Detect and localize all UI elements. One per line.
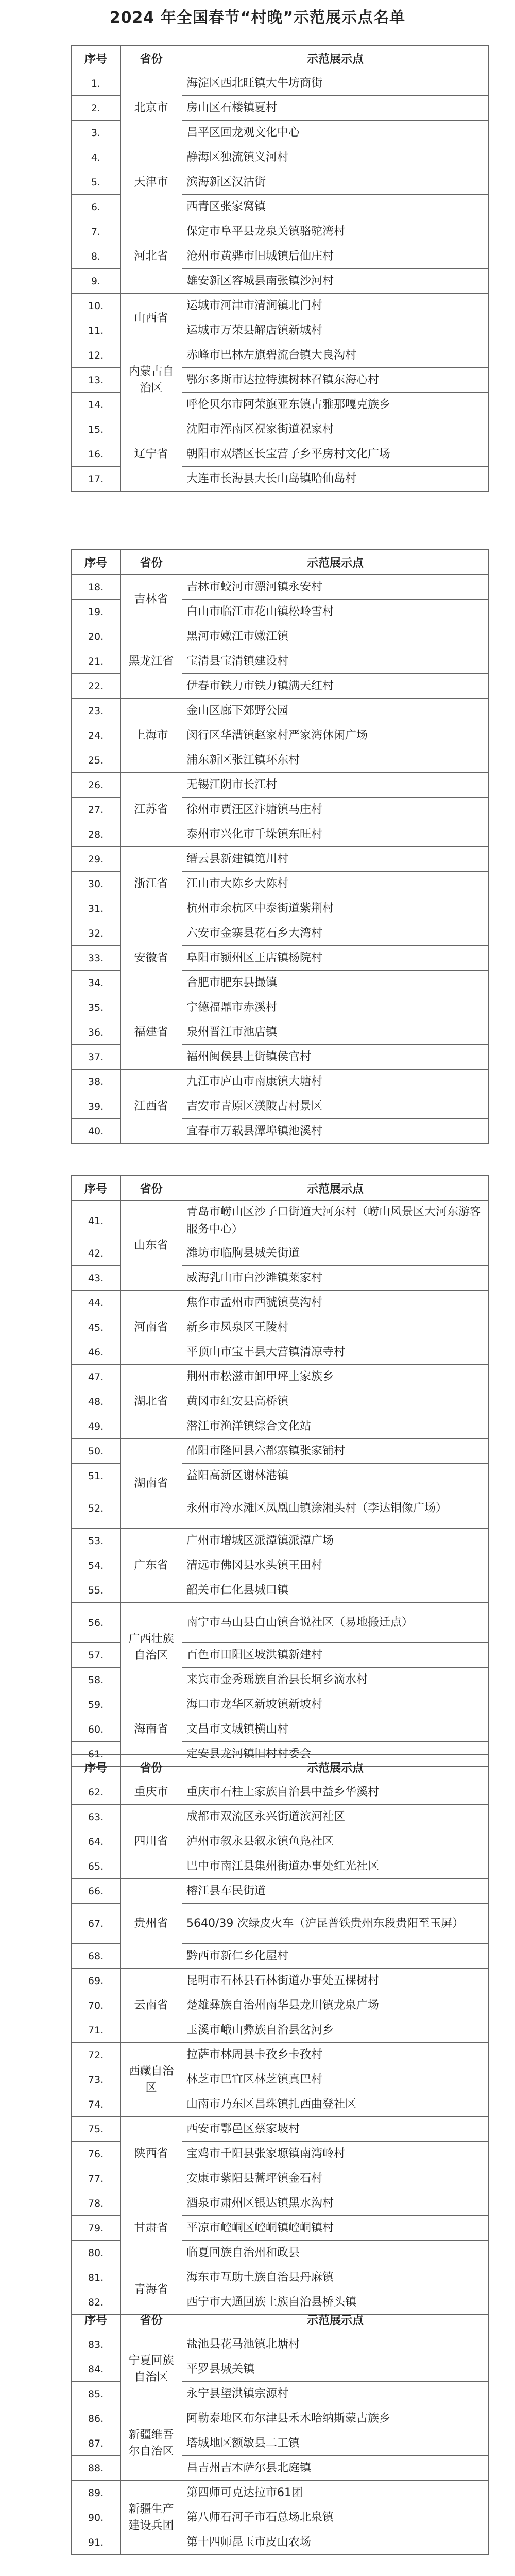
- province-cell: 山西省: [121, 294, 182, 343]
- table-row: [72, 2406, 489, 2431]
- row-number: 66.: [72, 1879, 121, 1904]
- province-cell: 湖南省: [121, 1439, 182, 1529]
- row-number: 4.: [72, 145, 121, 170]
- province-cell: 重庆市: [121, 1780, 182, 1805]
- table-row: [72, 1201, 489, 1241]
- site-cell: 福州闽侯县上街镇侯官村: [182, 1045, 489, 1070]
- table-row: [72, 1805, 489, 1829]
- row-number: 80.: [72, 2241, 121, 2265]
- column-header: 省份: [121, 46, 182, 71]
- row-number: 68.: [72, 1944, 121, 1969]
- site-cell: 重庆市石柱土家族自治县中益乡华溪村: [182, 1780, 489, 1805]
- site-cell: 黑河市嫩江市嫩江镇: [182, 624, 489, 649]
- row-number: 43.: [72, 1266, 121, 1291]
- column-header: 示范展示点: [182, 1755, 489, 1780]
- site-cell: 海东市互助土族自治县丹麻镇: [182, 2265, 489, 2290]
- site-cell: 白山市临江市花山镇松岭雪村: [182, 600, 489, 624]
- table-row: [72, 1603, 489, 1643]
- site-cell: 林芝市巴宜区林芝镇真巴村: [182, 2067, 489, 2092]
- table-row: [72, 847, 489, 872]
- site-cell: 江山市大陈乡大陈村: [182, 872, 489, 896]
- row-number: 38.: [72, 1070, 121, 1094]
- row-number: 27.: [72, 798, 121, 822]
- row-number: 16.: [72, 442, 121, 467]
- site-cell: 六安市金寨县花石乡大湾村: [182, 921, 489, 946]
- province-cell: 青海省: [121, 2265, 182, 2315]
- province-cell: 北京市: [121, 71, 182, 145]
- site-cell: 来宾市金秀瑶族自治县长垌乡滴水村: [182, 1668, 489, 1692]
- row-number: 20.: [72, 624, 121, 649]
- site-cell: 九江市庐山市南康镇大塘村: [182, 1070, 489, 1094]
- row-number: 34.: [72, 971, 121, 995]
- row-number: 21.: [72, 649, 121, 674]
- row-number: 81.: [72, 2265, 121, 2290]
- table-row: [72, 1969, 489, 1993]
- row-number: 22.: [72, 674, 121, 699]
- site-cell: 平顶山市宝丰县大营镇清凉寺村: [182, 1340, 489, 1365]
- province-cell: 河南省: [121, 1291, 182, 1365]
- province-cell: 河北省: [121, 219, 182, 294]
- column-header: 省份: [121, 1176, 182, 1201]
- column-header: 序号: [72, 1755, 121, 1780]
- row-number: 23.: [72, 699, 121, 723]
- table-row: [72, 1780, 489, 1805]
- site-cell: 青岛市崂山区沙子口街道大河东村（崂山风景区大河东游客服务中心）: [182, 1201, 489, 1241]
- row-number: 69.: [72, 1969, 121, 1993]
- table-row: [72, 2481, 489, 2505]
- site-cell: 海口市龙华区新坡镇新坡村: [182, 1692, 489, 1717]
- table-row: [72, 1692, 489, 1717]
- site-cell: 潍坊市临朐县城关街道: [182, 1241, 489, 1266]
- column-header: 序号: [72, 550, 121, 575]
- site-cell: 5640/39 次绿皮火车（沪昆普铁贵州东段贵阳至玉屏）: [182, 1904, 489, 1944]
- province-cell: 江苏省: [121, 773, 182, 847]
- site-cell: 昌吉州吉木萨尔县北庭镇: [182, 2456, 489, 2481]
- site-cell: 益阳高新区谢林港镇: [182, 1464, 489, 1488]
- table-header-row: [72, 550, 489, 575]
- row-number: 64.: [72, 1829, 121, 1854]
- row-number: 15.: [72, 417, 121, 442]
- row-number: 31.: [72, 896, 121, 921]
- site-cell: 沧州市黄骅市旧城镇后仙庄村: [182, 244, 489, 269]
- site-cell: 静海区独流镇义河村: [182, 145, 489, 170]
- site-cell: 金山区廊下郊野公园: [182, 699, 489, 723]
- site-cell: 雄安新区容城县南张镇沙河村: [182, 269, 489, 294]
- row-number: 77.: [72, 2166, 121, 2191]
- table-row: [72, 921, 489, 946]
- province-cell: 新疆生产建设兵团: [121, 2481, 182, 2555]
- row-number: 52.: [72, 1488, 121, 1529]
- site-cell: 西宁市大通回族土族自治县桥头镇: [182, 2290, 489, 2315]
- row-number: 91.: [72, 2530, 121, 2555]
- row-number: 49.: [72, 1414, 121, 1439]
- row-number: 42.: [72, 1241, 121, 1266]
- row-number: 62.: [72, 1780, 121, 1805]
- site-cell: 第十四师昆玉市皮山农场: [182, 2530, 489, 2555]
- column-header: 省份: [121, 2307, 182, 2332]
- site-cell: 西青区张家窝镇: [182, 195, 489, 219]
- row-number: 36.: [72, 1020, 121, 1045]
- site-cell: 盐池县花马池镇北塘村: [182, 2332, 489, 2357]
- column-header: 示范展示点: [182, 1176, 489, 1201]
- row-number: 44.: [72, 1291, 121, 1315]
- table-row: [72, 1365, 489, 1389]
- site-cell: 平凉市崆峒区崆峒镇崆峒镇村: [182, 2216, 489, 2241]
- table-row: [72, 773, 489, 798]
- province-cell: 浙江省: [121, 847, 182, 921]
- row-number: 2.: [72, 96, 121, 121]
- column-header: 省份: [121, 1755, 182, 1780]
- site-cell: 第四师可克达拉市61团: [182, 2481, 489, 2505]
- row-number: 37.: [72, 1045, 121, 1070]
- province-cell: 天津市: [121, 145, 182, 219]
- site-cell: 成都市双流区永兴街道滨河社区: [182, 1805, 489, 1829]
- row-number: 53.: [72, 1529, 121, 1553]
- row-number: 59.: [72, 1692, 121, 1717]
- province-cell: 云南省: [121, 1969, 182, 2043]
- site-cell: 沈阳市浑南区祝家街道祝家村: [182, 417, 489, 442]
- site-cell: 滨海新区汉沽街: [182, 170, 489, 195]
- site-cell: 永州市冷水滩区凤凰山镇涂湘头村（李达铜像广场）: [182, 1488, 489, 1529]
- row-number: 12.: [72, 343, 121, 368]
- row-number: 18.: [72, 575, 121, 600]
- row-number: 75.: [72, 2117, 121, 2142]
- site-cell: 阜阳市颍州区王店镇杨院村: [182, 946, 489, 971]
- row-number: 74.: [72, 2092, 121, 2117]
- province-cell: 四川省: [121, 1805, 182, 1879]
- site-cell: 泉州晋江市池店镇: [182, 1020, 489, 1045]
- site-cell: 宁德福鼎市赤溪村: [182, 995, 489, 1020]
- row-number: 3.: [72, 121, 121, 145]
- row-number: 10.: [72, 294, 121, 318]
- row-number: 45.: [72, 1315, 121, 1340]
- site-cell: 赤峰市巴林左旗碧流台镇大良沟村: [182, 343, 489, 368]
- province-cell: 江西省: [121, 1070, 182, 1144]
- row-number: 67.: [72, 1904, 121, 1944]
- row-number: 76.: [72, 2142, 121, 2166]
- row-number: 50.: [72, 1439, 121, 1464]
- row-number: 71.: [72, 2018, 121, 2043]
- table-row: [72, 2265, 489, 2290]
- row-number: 57.: [72, 1643, 121, 1668]
- row-number: 58.: [72, 1668, 121, 1692]
- table-row: [72, 343, 489, 368]
- site-cell: 无锡江阴市长江村: [182, 773, 489, 798]
- row-number: 84.: [72, 2357, 121, 2382]
- row-number: 87.: [72, 2431, 121, 2456]
- site-cell: 第八师石河子市石总场北泉镇: [182, 2505, 489, 2530]
- table-row: [72, 624, 489, 649]
- site-cell: 浦东新区张江镇环东村: [182, 748, 489, 773]
- site-cell: 泰州市兴化市千垛镇东旺村: [182, 822, 489, 847]
- site-cell: 焦作市孟州市西虢镇莫沟村: [182, 1291, 489, 1315]
- site-cell: 吉林市蛟河市漂河镇永安村: [182, 575, 489, 600]
- table-row: [72, 995, 489, 1020]
- site-cell: 山南市乃东区昌珠镇扎西曲登社区: [182, 2092, 489, 2117]
- table-header-row: [72, 1176, 489, 1201]
- site-cell: 荆州市松滋市卸甲坪土家族乡: [182, 1365, 489, 1389]
- row-number: 90.: [72, 2505, 121, 2530]
- row-number: 82.: [72, 2290, 121, 2315]
- table-header-row: [72, 1755, 489, 1780]
- row-number: 6.: [72, 195, 121, 219]
- site-cell: 缙云县新建镇笕川村: [182, 847, 489, 872]
- site-cell: 合肥市肥东县撮镇: [182, 971, 489, 995]
- column-header: 示范展示点: [182, 46, 489, 71]
- row-number: 83.: [72, 2332, 121, 2357]
- row-number: 7.: [72, 219, 121, 244]
- row-number: 60.: [72, 1717, 121, 1742]
- row-number: 30.: [72, 872, 121, 896]
- site-cell: 黄冈市红安县高桥镇: [182, 1389, 489, 1414]
- row-number: 47.: [72, 1365, 121, 1389]
- site-cell: 酒泉市肃州区银达镇黑水沟村: [182, 2191, 489, 2216]
- site-cell: 拉萨市林周县卡孜乡卡孜村: [182, 2043, 489, 2067]
- site-cell: 大连市长海县大长山岛镇哈仙岛村: [182, 467, 489, 492]
- site-cell: 清远市佛冈县水头镇王田村: [182, 1553, 489, 1578]
- site-cell: 呼伦贝尔市阿荣旗亚东镇古雅那嘎克族乡: [182, 393, 489, 417]
- site-cell: 运城市河津市清涧镇北门村: [182, 294, 489, 318]
- column-header: 序号: [72, 2307, 121, 2332]
- row-number: 26.: [72, 773, 121, 798]
- province-cell: 陕西省: [121, 2117, 182, 2191]
- province-cell: 甘肃省: [121, 2191, 182, 2265]
- site-cell: 昆明市石林县石林街道办事处五棵树村: [182, 1969, 489, 1993]
- row-number: 33.: [72, 946, 121, 971]
- table-header-row: [72, 46, 489, 71]
- site-cell: 泸州市叙永县叙永镇鱼凫社区: [182, 1829, 489, 1854]
- province-cell: 上海市: [121, 699, 182, 773]
- row-number: 13.: [72, 368, 121, 393]
- site-cell: 南宁市马山县白山镇合说社区（易地搬迁点）: [182, 1603, 489, 1643]
- table-row: [72, 575, 489, 600]
- row-number: 73.: [72, 2067, 121, 2092]
- row-number: 85.: [72, 2382, 121, 2406]
- province-cell: 贵州省: [121, 1879, 182, 1969]
- site-cell: 百色市田阳区坡洪镇新建村: [182, 1643, 489, 1668]
- site-cell: 西安市鄠邑区蔡家坡村: [182, 2117, 489, 2142]
- row-number: 29.: [72, 847, 121, 872]
- site-cell: 巴中市南江县集州街道办事处红光社区: [182, 1854, 489, 1879]
- row-number: 24.: [72, 723, 121, 748]
- row-number: 48.: [72, 1389, 121, 1414]
- province-cell: 吉林省: [121, 575, 182, 624]
- list-table: [71, 45, 489, 492]
- list-table: [71, 549, 489, 1144]
- row-number: 35.: [72, 995, 121, 1020]
- province-cell: 新疆维吾尔自治区: [121, 2406, 182, 2481]
- site-cell: 宜春市万载县潭埠镇池溪村: [182, 1119, 489, 1144]
- row-number: 56.: [72, 1603, 121, 1643]
- row-number: 89.: [72, 2481, 121, 2505]
- column-header: 序号: [72, 46, 121, 71]
- row-number: 79.: [72, 2216, 121, 2241]
- province-cell: 安徽省: [121, 921, 182, 995]
- site-cell: 闵行区华漕镇赵家村严家湾休闲广场: [182, 723, 489, 748]
- row-number: 55.: [72, 1578, 121, 1603]
- row-number: 40.: [72, 1119, 121, 1144]
- site-cell: 韶关市仁化县城口镇: [182, 1578, 489, 1603]
- list-table: [71, 1754, 489, 2315]
- row-number: 72.: [72, 2043, 121, 2067]
- site-cell: 永宁县望洪镇宗源村: [182, 2382, 489, 2406]
- row-number: 32.: [72, 921, 121, 946]
- table-row: [72, 219, 489, 244]
- province-cell: 广西壮族自治区: [121, 1603, 182, 1692]
- row-number: 9.: [72, 269, 121, 294]
- table-row: [72, 417, 489, 442]
- province-cell: 宁夏回族自治区: [121, 2332, 182, 2406]
- site-cell: 吉安市青原区渼陂古村景区: [182, 1094, 489, 1119]
- row-number: 19.: [72, 600, 121, 624]
- table-row: [72, 1879, 489, 1904]
- row-number: 25.: [72, 748, 121, 773]
- table-row: [72, 71, 489, 96]
- site-cell: 文昌市文城镇横山村: [182, 1717, 489, 1742]
- table-row: [72, 294, 489, 318]
- table-row: [72, 1070, 489, 1094]
- site-cell: 安康市紫阳县蒿坪镇金石村: [182, 2166, 489, 2191]
- table-row: [72, 2191, 489, 2216]
- site-cell: 定安县龙河镇旧村村委会: [182, 1742, 489, 1767]
- site-cell: 宝鸡市千阳县张家塬镇南湾岭村: [182, 2142, 489, 2166]
- row-number: 1.: [72, 71, 121, 96]
- list-table: [71, 2307, 489, 2555]
- site-cell: 伊春市铁力市铁力镇满天红村: [182, 674, 489, 699]
- province-cell: 黑龙江省: [121, 624, 182, 699]
- site-cell: 黔西市新仁乡化屋村: [182, 1944, 489, 1969]
- table-row: [72, 1439, 489, 1464]
- province-cell: 广东省: [121, 1529, 182, 1603]
- site-cell: 邵阳市隆回县六都寨镇张家铺村: [182, 1439, 489, 1464]
- site-cell: 临夏回族自治州和政县: [182, 2241, 489, 2265]
- site-cell: 潜江市渔洋镇综合文化站: [182, 1414, 489, 1439]
- province-cell: 福建省: [121, 995, 182, 1070]
- row-number: 41.: [72, 1201, 121, 1241]
- column-header: 省份: [121, 550, 182, 575]
- site-cell: 广州市增城区派潭镇派潭广场: [182, 1529, 489, 1553]
- table-row: [72, 1529, 489, 1553]
- row-number: 88.: [72, 2456, 121, 2481]
- site-cell: 威海乳山市白沙滩镇莱家村: [182, 1266, 489, 1291]
- table-row: [72, 2117, 489, 2142]
- row-number: 65.: [72, 1854, 121, 1879]
- row-number: 17.: [72, 467, 121, 492]
- table-header-row: [72, 2307, 489, 2332]
- table-row: [72, 2043, 489, 2067]
- site-cell: 阿勒泰地区布尔津县禾木哈纳斯蒙古族乡: [182, 2406, 489, 2431]
- site-cell: 宝清县宝清镇建设村: [182, 649, 489, 674]
- site-cell: 运城市万荣县解店镇新城村: [182, 318, 489, 343]
- row-number: 11.: [72, 318, 121, 343]
- site-cell: 塔城地区额敏县二工镇: [182, 2431, 489, 2456]
- table-row: [72, 1291, 489, 1315]
- table-row: [72, 2332, 489, 2357]
- province-cell: 西藏自治区: [121, 2043, 182, 2117]
- column-header: 序号: [72, 1176, 121, 1201]
- column-header: 示范展示点: [182, 550, 489, 575]
- site-cell: 新乡市凤泉区王陵村: [182, 1315, 489, 1340]
- site-cell: 徐州市贾汪区汴塘镇马庄村: [182, 798, 489, 822]
- row-number: 8.: [72, 244, 121, 269]
- row-number: 28.: [72, 822, 121, 847]
- site-cell: 榕江县车民街道: [182, 1879, 489, 1904]
- site-cell: 楚雄彝族自治州南华县龙川镇龙泉广场: [182, 1993, 489, 2018]
- row-number: 61.: [72, 1742, 121, 1767]
- row-number: 86.: [72, 2406, 121, 2431]
- site-cell: 鄂尔多斯市达拉特旗树林召镇东海心村: [182, 368, 489, 393]
- row-number: 5.: [72, 170, 121, 195]
- site-cell: 玉溪市峨山彝族自治县岔河乡: [182, 2018, 489, 2043]
- province-cell: 湖北省: [121, 1365, 182, 1439]
- site-cell: 海淀区西北旺镇大牛坊商街: [182, 71, 489, 96]
- row-number: 54.: [72, 1553, 121, 1578]
- row-number: 14.: [72, 393, 121, 417]
- province-cell: 内蒙古自治区: [121, 343, 182, 417]
- site-cell: 房山区石楼镇夏村: [182, 96, 489, 121]
- province-cell: 山东省: [121, 1201, 182, 1291]
- column-header: 示范展示点: [182, 2307, 489, 2332]
- site-cell: 杭州市余杭区中泰街道紫荆村: [182, 896, 489, 921]
- row-number: 46.: [72, 1340, 121, 1365]
- site-cell: 平罗县城关镇: [182, 2357, 489, 2382]
- row-number: 78.: [72, 2191, 121, 2216]
- table-row: [72, 145, 489, 170]
- site-cell: 朝阳市双塔区长宝营子乡平房村文化广场: [182, 442, 489, 467]
- row-number: 39.: [72, 1094, 121, 1119]
- site-cell: 昌平区回龙观文化中心: [182, 121, 489, 145]
- table-row: [72, 699, 489, 723]
- site-cell: 保定市阜平县龙泉关镇骆驼湾村: [182, 219, 489, 244]
- list-table: [71, 1175, 489, 1767]
- row-number: 51.: [72, 1464, 121, 1488]
- row-number: 63.: [72, 1805, 121, 1829]
- document-title: 2024 年全国春节“村晚”示范展示点名单: [109, 9, 406, 27]
- province-cell: 辽宁省: [121, 417, 182, 492]
- row-number: 70.: [72, 1993, 121, 2018]
- province-cell: 海南省: [121, 1692, 182, 1767]
